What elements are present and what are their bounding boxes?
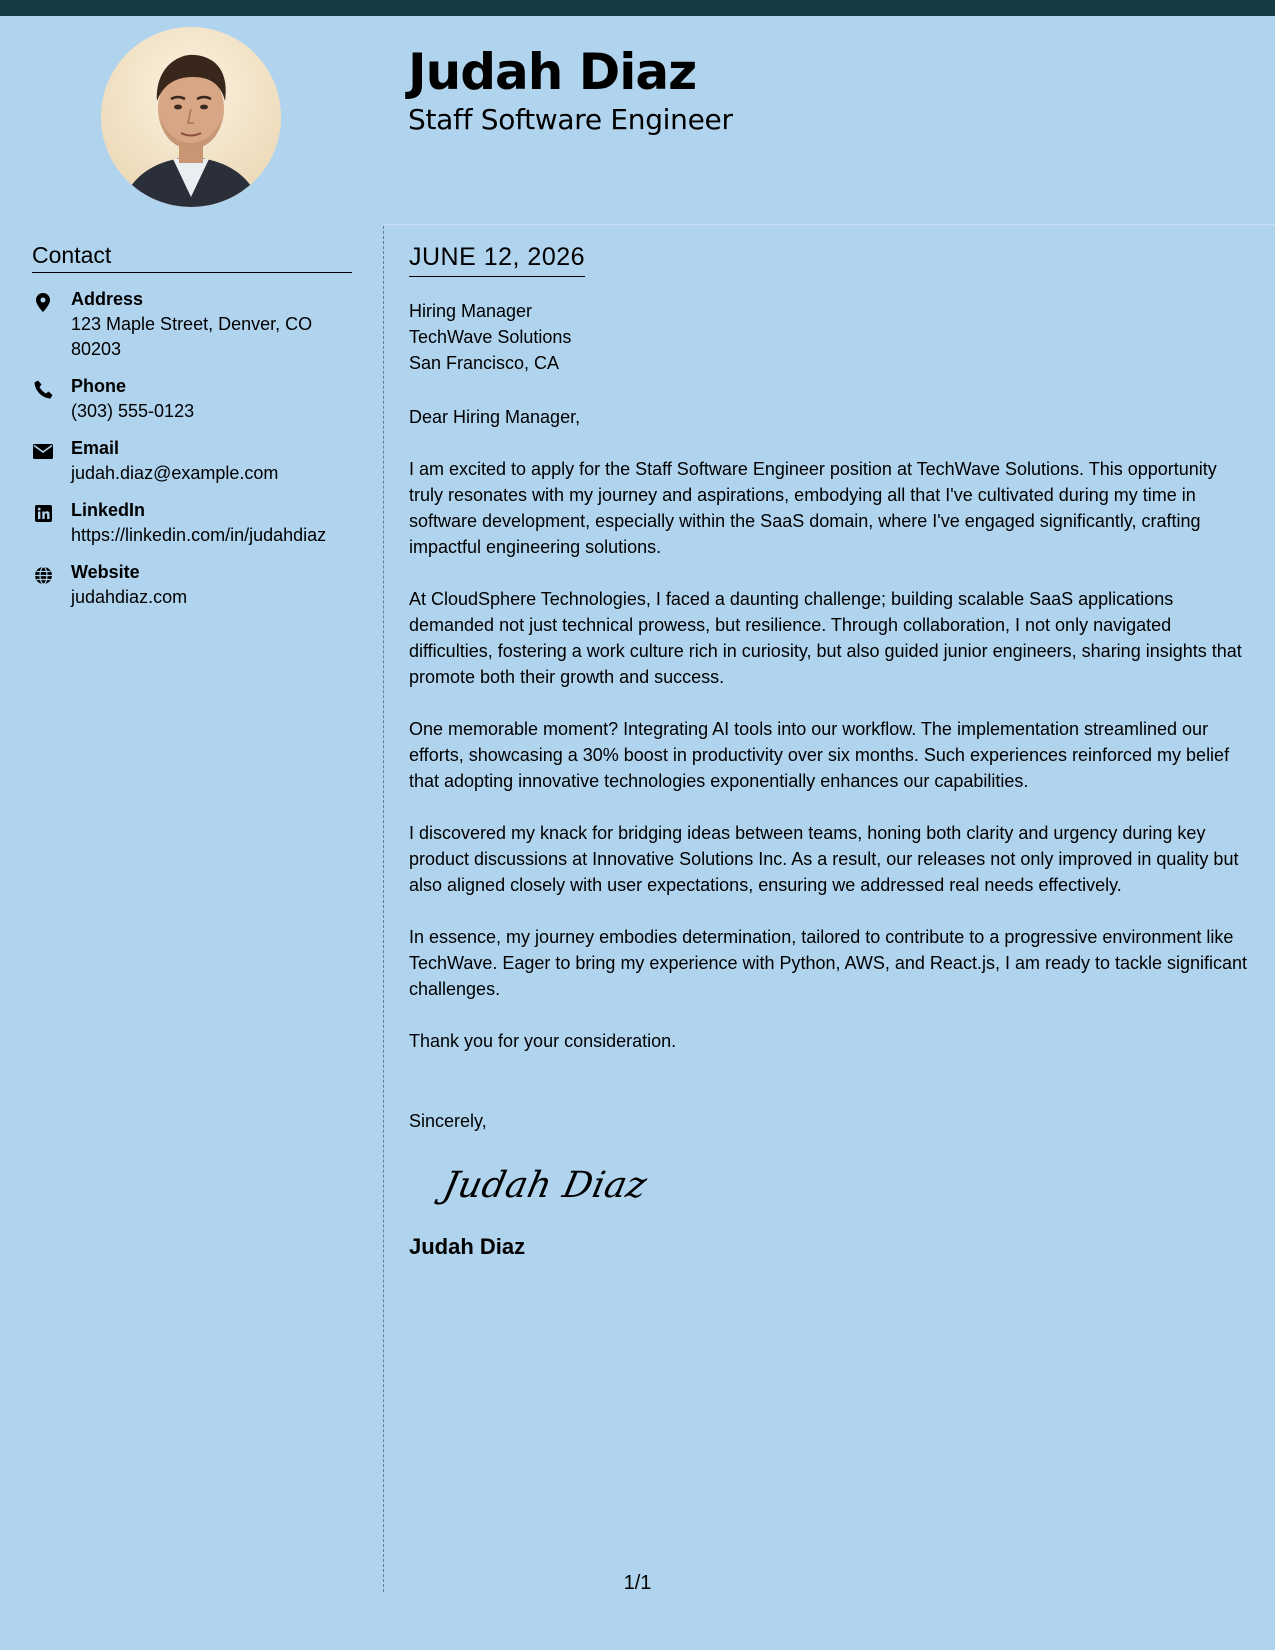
linkedin-value[interactable]: https://linkedin.com/in/judahdiaz bbox=[71, 525, 327, 545]
recipient-line: San Francisco, CA bbox=[409, 353, 560, 373]
top-bar bbox=[0, 0, 1275, 16]
envelope-icon bbox=[32, 441, 54, 461]
contact-item-phone bbox=[32, 374, 352, 424]
letter-body bbox=[409, 240, 1252, 1262]
letter-date: JUNE 12, 2026 bbox=[409, 240, 585, 277]
letter-paragraph: At CloudSphere Technologies, I faced a daunting challenge; building scalable SaaS applications demanded not just technical prowess, but resilience. Through collaboration, I not only navigated difficulties, fostering a work culture rich in curiosity, but also guided junior engineers, sharing insights that promote both their growth and success. bbox=[409, 589, 1242, 687]
letter-paragraph: One memorable moment? Integrating AI tools into our workflow. The implementation streamlined our efforts, showcasing a 30% boost in productivity over six months. Such experiences reinforced my belief that adopting innovative technologies exponentially enhances our capabilities. bbox=[409, 719, 1230, 791]
email-value[interactable]: judah.diaz@example.com bbox=[71, 463, 279, 483]
contact-item-website bbox=[32, 560, 352, 610]
contact-item-address bbox=[32, 287, 352, 362]
applicant-title: Staff Software Engineer bbox=[408, 103, 733, 136]
page-number: 1/1 bbox=[623, 1572, 652, 1594]
signer-name: Judah Diaz bbox=[409, 1234, 526, 1259]
salutation: Dear Hiring Manager, bbox=[409, 407, 581, 427]
recipient-block bbox=[409, 298, 1252, 376]
contact-sidebar bbox=[32, 240, 352, 610]
applicant-name: Judah Diaz bbox=[408, 43, 697, 101]
map-pin-icon bbox=[32, 292, 54, 312]
website-value[interactable]: judahdiaz.com bbox=[71, 587, 188, 607]
contact-label: Website bbox=[71, 562, 140, 582]
phone-icon bbox=[32, 379, 54, 399]
contact-label: Phone bbox=[71, 376, 127, 396]
address-value: 123 Maple Street, Denver, CO 80203 bbox=[71, 314, 313, 359]
contact-label: LinkedIn bbox=[71, 500, 146, 520]
column-divider bbox=[383, 226, 384, 1592]
profile-photo bbox=[101, 27, 281, 207]
contact-item-linkedin bbox=[32, 498, 352, 548]
letter-paragraph: I am excited to apply for the Staff Software Engineer position at TechWave Solutions. This opportunity truly resonates with my journey and aspirations, embodying all that I've cultivated during my time in software development, especially within the SaaS domain, where I've engaged significantly, crafting impactful engineering solutions. bbox=[409, 459, 1217, 557]
letter-paragraph: Thank you for your consideration. bbox=[409, 1031, 677, 1051]
linkedin-icon bbox=[32, 503, 54, 523]
phone-value: (303) 555-0123 bbox=[71, 401, 195, 421]
letter-paragraph: In essence, my journey embodies determination, tailored to contribute to a progressive environment like TechWave. Eager to bring my experience with Python, AWS, and React.js, I am ready to tackle significant challenges. bbox=[409, 927, 1248, 999]
closing: Sincerely, bbox=[409, 1111, 487, 1131]
header-rule bbox=[384, 224, 1275, 225]
contact-item-email bbox=[32, 436, 352, 486]
recipient-line: Hiring Manager bbox=[409, 301, 533, 321]
contact-heading: Contact bbox=[32, 240, 352, 273]
letter-paragraph: I discovered my knack for bridging ideas between teams, honing both clarity and urgency during key product discussions at Innovative Solutions Inc. As a result, our releases not only improved in quality but also aligned closely with user expectations, ensuring we addressed real needs effectively. bbox=[409, 823, 1239, 895]
contact-label: Address bbox=[71, 289, 144, 309]
recipient-line: TechWave Solutions bbox=[409, 327, 572, 347]
contact-label: Email bbox=[71, 438, 120, 458]
handwritten-signature: Judah Diaz bbox=[439, 1165, 651, 1206]
globe-icon bbox=[32, 565, 54, 585]
